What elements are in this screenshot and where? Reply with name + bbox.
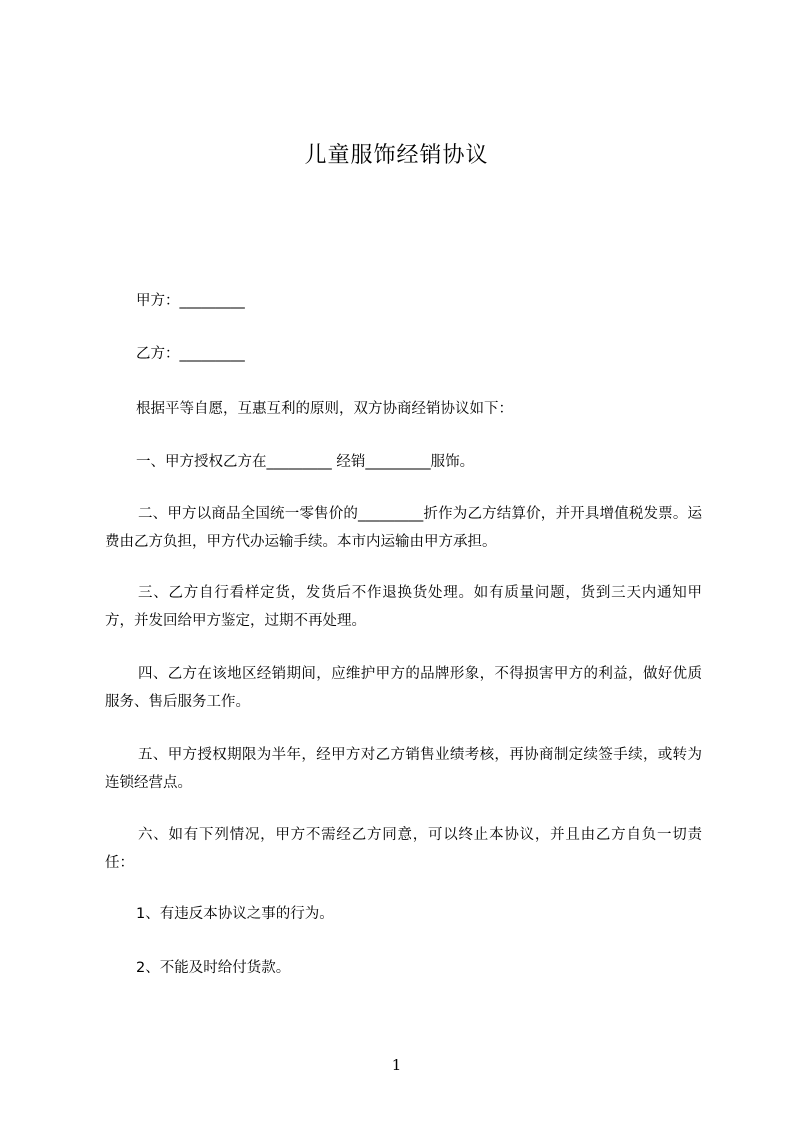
clause-6: 六、如有下列情况，甲方不需经乙方同意，可以终止本协议，并且由乙方自负一切责任：: [105, 827, 702, 871]
page-number: 1: [391, 1056, 402, 1074]
document-title: 儿童服饰经销协议: [304, 143, 489, 168]
clause-2: 二、甲方以商品全国统一零售价的_________折作为乙方结算价，并开具增值税发票。运费由乙方负担，甲方代办运输手续。本市内运输由甲方承担。: [105, 506, 702, 550]
sub-item-2: 2、不能及时给付货款。: [136, 960, 291, 976]
party-b-line: 乙方：_________: [136, 346, 245, 362]
clause-4: 四、乙方在该地区经销期间，应维护甲方的品牌形象，不得损害甲方的利益，做好优质服务、售后服务工作。: [105, 666, 702, 710]
clause-3: 三、乙方自行看样定货，发货后不作退换货处理。如有质量问题，货到三天内通知甲方，并发回给甲方鉴定，过期不再处理。: [105, 585, 702, 629]
preamble: 根据平等自愿，互惠互利的原则，双方协商经销协议如下：: [136, 401, 513, 417]
sub-item-1: 1、有违反本协议之事的行为。: [136, 906, 334, 922]
clause-5: 五、甲方授权期限为半年，经甲方对乙方销售业绩考核，再协商制定续签手续，或转为连锁经营点。: [105, 747, 702, 791]
clause-1: 一、甲方授权乙方在_________ 经销_________服饰。: [136, 454, 475, 470]
party-a-line: 甲方：_________: [136, 293, 245, 309]
